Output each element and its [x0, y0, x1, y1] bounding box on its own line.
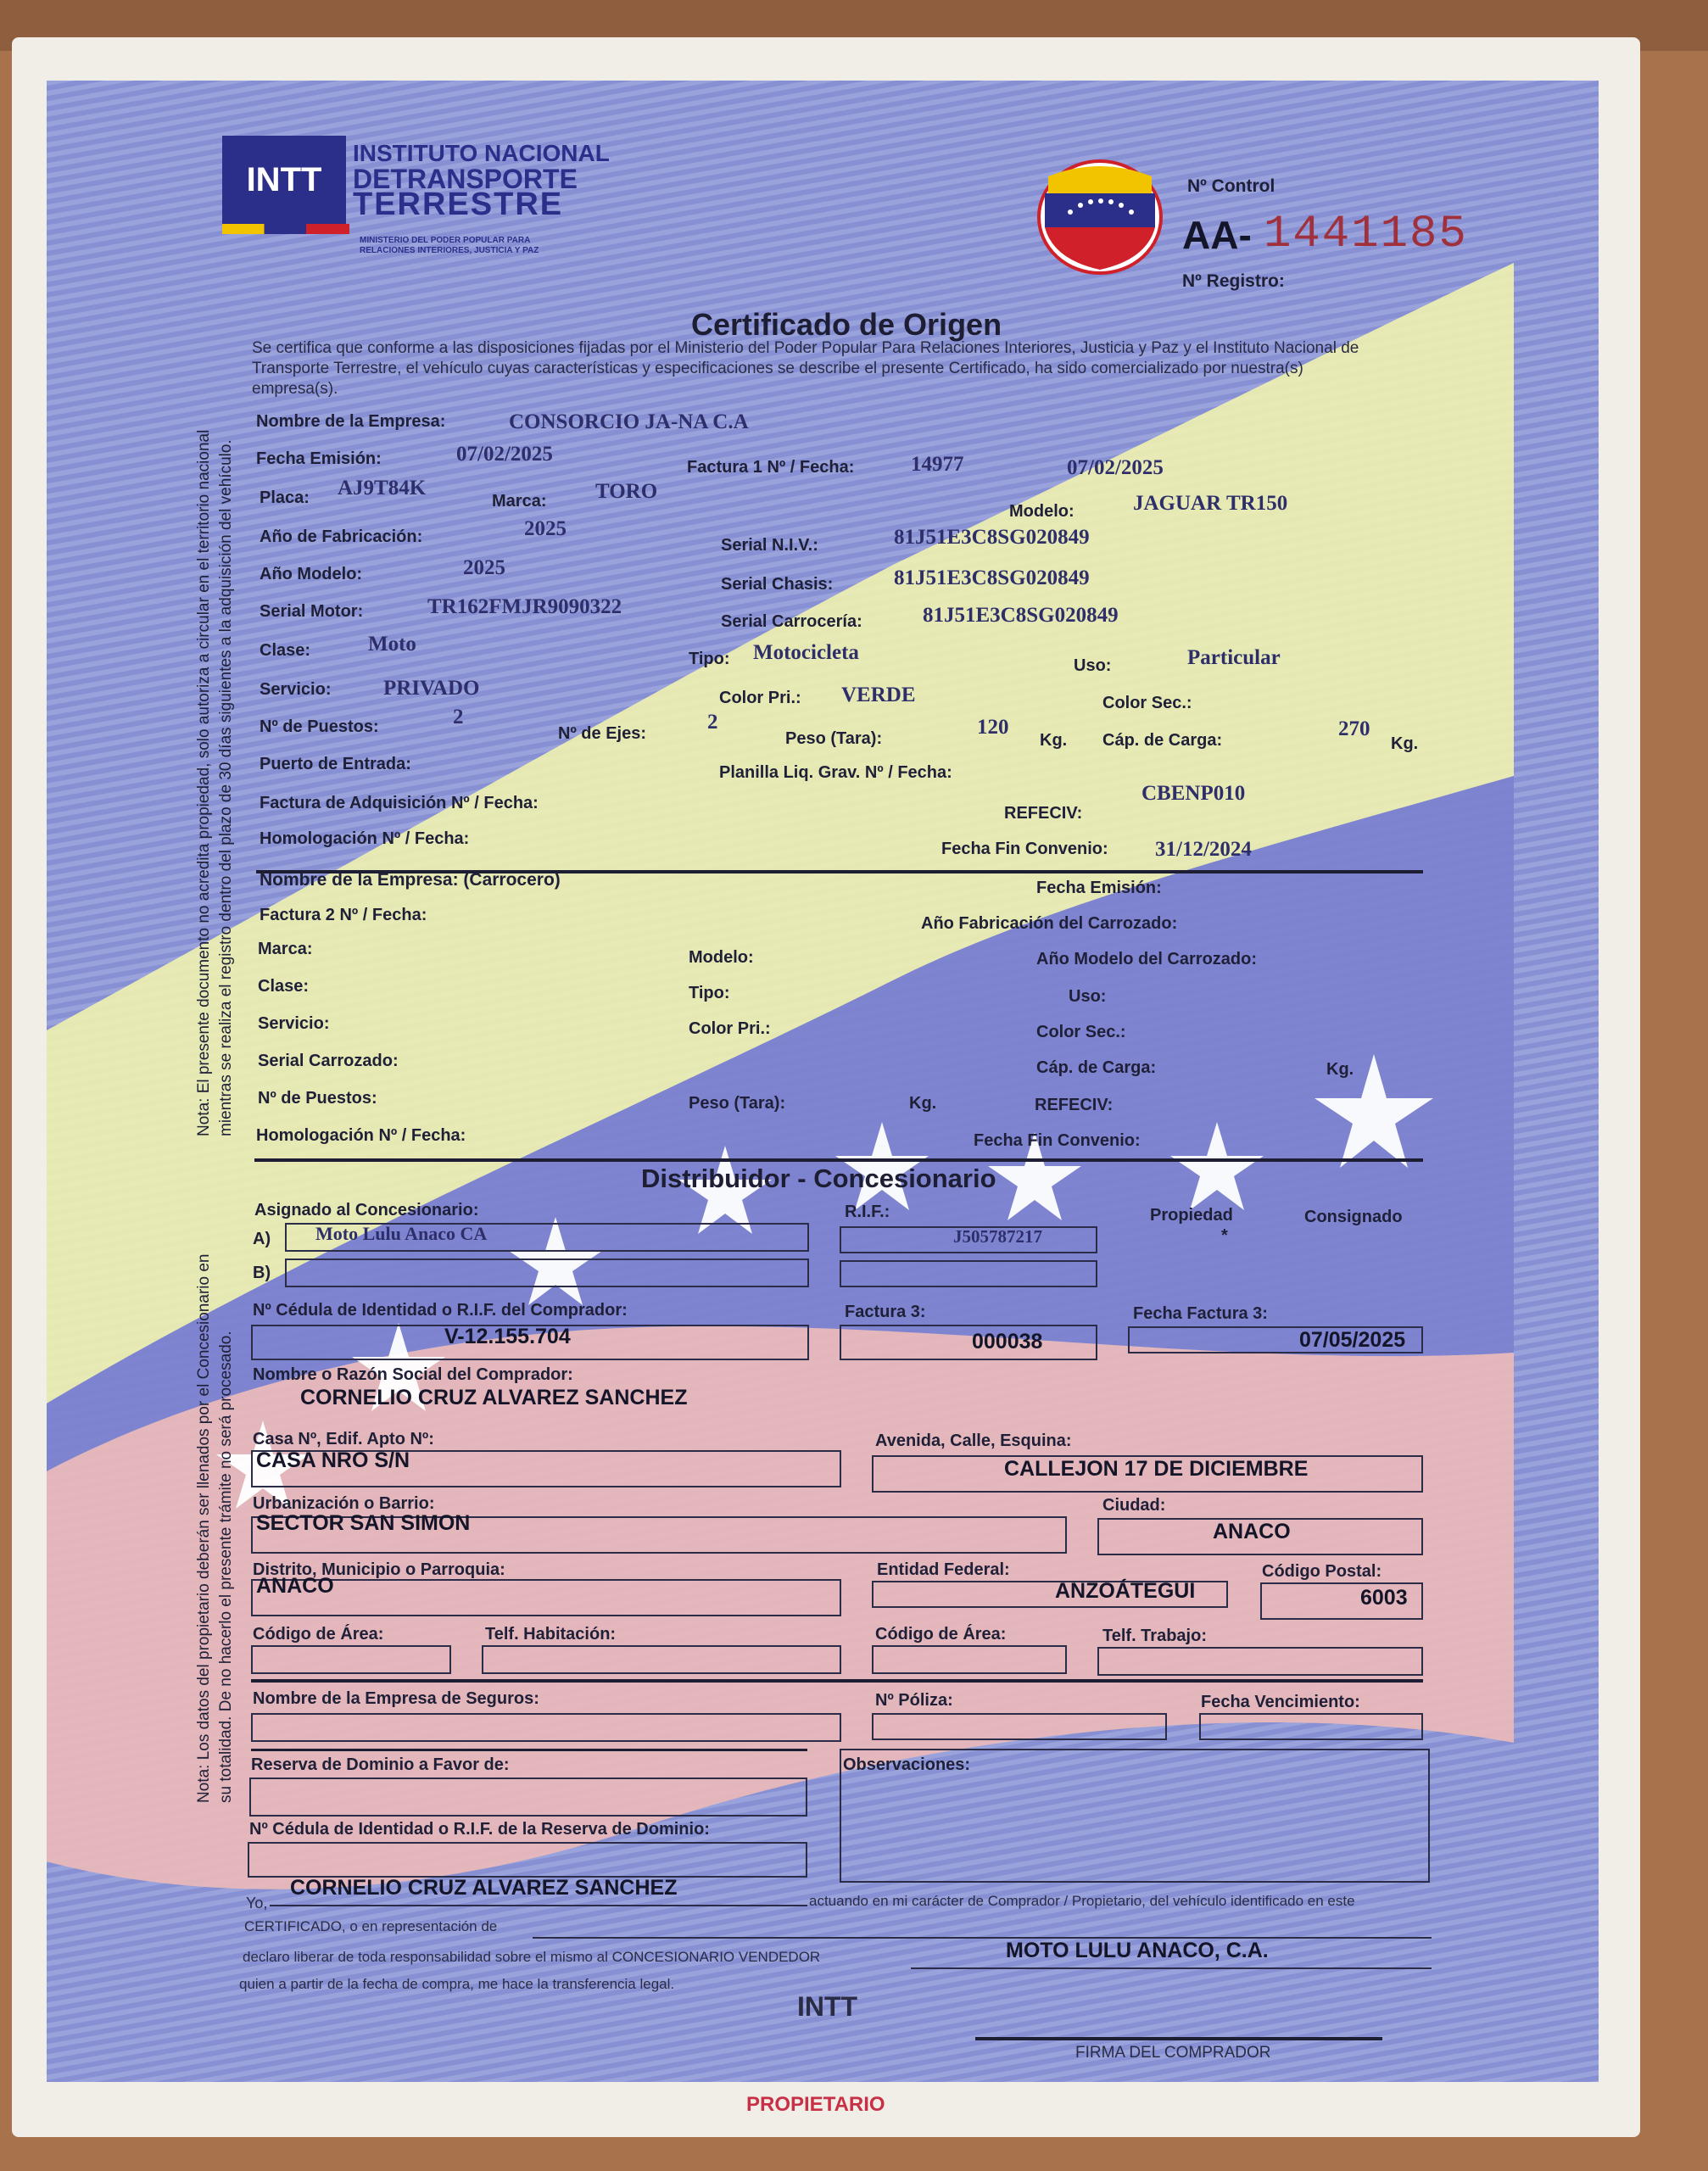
side-note-top-1: Nota: El presente documento no acredita propiedad, solo autoriza a circular en el territorio nacional — [195, 429, 213, 1136]
telf-trab-field[interactable] — [1097, 1647, 1423, 1676]
cedula-reserva-label: Nº Cédula de Identidad o R.I.F. de la Reserva de Dominio: — [249, 1820, 710, 1839]
planilla-label: Planilla Liq. Grav. Nº / Fecha: — [719, 763, 952, 782]
carrocero-tipo-label: Tipo: — [689, 984, 730, 1002]
rif-b-field[interactable] — [840, 1260, 1097, 1287]
declaration-vendedor: MOTO LULU ANACO, C.A. — [1006, 1939, 1269, 1962]
empresa-label: Nombre de la Empresa: — [256, 412, 446, 431]
fin-conv-value: 31/12/2024 — [1155, 838, 1252, 861]
color-pri-label: Color Pri.: — [719, 689, 801, 707]
modelo-label: Modelo: — [1009, 502, 1074, 521]
marca-label: Marca: — [492, 492, 547, 511]
carrocero-factura2-label: Factura 2 Nº / Fecha: — [260, 906, 427, 924]
emision-value: 07/02/2025 — [456, 443, 553, 466]
puestos-value: 2 — [453, 706, 464, 728]
declaration-line3: declaro liberar de toda responsabilidad sobre el mismo al CONCESIONARIO VENDEDOR — [243, 1949, 821, 1965]
factura1-value: 14977 — [911, 453, 964, 476]
carrocero-emision-label: Fecha Emisión: — [1036, 879, 1162, 897]
reserva-label: Reserva de Dominio a Favor de: — [251, 1755, 510, 1774]
nombre-label: Nombre o Razón Social del Comprador: — [253, 1365, 573, 1384]
anio-fab-label: Año de Fabricación: — [260, 527, 423, 546]
logo-line1: INSTITUTO NACIONAL — [353, 140, 610, 166]
tipo-label: Tipo: — [689, 650, 730, 668]
intt-logo — [222, 136, 610, 263]
emision-label: Fecha Emisión: — [256, 449, 382, 468]
declaration-line1: actuando en mi carácter de Comprador / Propietario, del vehículo identificado en este — [809, 1893, 1355, 1909]
avenida-value: CALLEJON 17 DE DICIEMBRE — [1004, 1457, 1309, 1481]
carrocero-color-pri-label: Color Pri.: — [689, 1019, 771, 1038]
carrocero-carga-kg: Kg. — [1326, 1060, 1354, 1079]
carrocero-empresa-label: Nombre de la Empresa: (Carrocero) — [260, 870, 561, 890]
fecha-f3-value: 07/05/2025 — [1299, 1328, 1406, 1352]
vencimiento-field[interactable] — [1199, 1713, 1423, 1740]
concesionario-b-field[interactable] — [285, 1259, 809, 1287]
peso-kg: Kg. — [1040, 731, 1068, 750]
side-note-top-2: mientras se realiza el registro dentro del plazo de 30 días siguientes a la adquisición del vehículo. — [217, 439, 235, 1136]
factura1-label: Factura 1 Nº / Fecha: — [687, 458, 855, 477]
factura3-field[interactable] — [840, 1325, 1097, 1360]
puestos-label: Nº de Puestos: — [260, 717, 379, 736]
distrito-label: Distrito, Municipio o Parroquia: — [253, 1560, 505, 1579]
carrocero-peso-label: Peso (Tara): — [689, 1094, 786, 1113]
puerto-label: Puerto de Entrada: — [260, 755, 411, 773]
logo-sub1: MINISTERIO DEL PODER POPULAR PARA — [360, 236, 531, 245]
refeciv-value: CBENP010 — [1141, 782, 1246, 805]
carrocero-fin-conv-label: Fecha Fin Convenio: — [974, 1131, 1141, 1150]
carrocero-modelo-label: Modelo: — [689, 948, 754, 967]
divider-4 — [251, 1749, 807, 1751]
carrocero-color-sec-label: Color Sec.: — [1036, 1023, 1126, 1041]
carrocero-serial-label: Serial Carrozado: — [258, 1052, 399, 1070]
carrocero-anio-fab-label: Año Fabricación del Carrozado: — [921, 914, 1178, 933]
logo-box — [222, 136, 346, 224]
empresa-value: CONSORCIO JA-NA C.A — [509, 410, 749, 433]
carrocero-servicio-label: Servicio: — [258, 1014, 330, 1033]
venezuela-seal — [1036, 159, 1164, 275]
declaration-line2: CERTIFICADO, o en representación de — [244, 1918, 498, 1934]
carroceria-value: 81J51E3C8SG020849 — [923, 604, 1119, 627]
servicio-value: PRIVADO — [383, 677, 480, 700]
placa-label: Placa: — [260, 488, 310, 507]
color-sec-label: Color Sec.: — [1102, 694, 1192, 712]
urb-value: SECTOR SAN SIMON — [256, 1511, 471, 1535]
intt-footer: INTT — [797, 1991, 858, 2022]
signature-line[interactable] — [975, 2037, 1382, 2040]
nombre-value: CORNELIO CRUZ ALVAREZ SANCHEZ — [300, 1386, 688, 1409]
telf-hab-field[interactable] — [482, 1645, 841, 1674]
intro-line1: Se certifica que conforme a las disposiciones fijadas por el Ministerio del Poder Popular Para Relaciones Interiores, Justicia y Paz y el Instituto Nacional de — [252, 339, 1359, 357]
propiedad-label: Propiedad — [1150, 1206, 1233, 1225]
control-prefix: AA- — [1182, 213, 1252, 257]
reserva-field[interactable] — [249, 1778, 807, 1817]
cedula-reserva-field[interactable] — [248, 1842, 807, 1878]
observaciones-label: Observaciones: — [843, 1755, 971, 1774]
divider-2 — [254, 1158, 1423, 1162]
rif-a-value: J505787217 — [953, 1226, 1042, 1247]
area1-label: Código de Área: — [253, 1625, 384, 1644]
carrocero-uso-label: Uso: — [1069, 987, 1107, 1006]
logo-abbr: INTT — [246, 160, 322, 198]
logo-line2: DETRANSPORTE — [353, 164, 578, 194]
fecha-f3-label: Fecha Factura 3: — [1133, 1304, 1268, 1323]
marca-value: TORO — [595, 480, 658, 503]
casa-label: Casa Nº, Edif. Apto Nº: — [253, 1430, 434, 1448]
niv-value: 81J51E3C8SG020849 — [894, 526, 1090, 549]
clase-label: Clase: — [260, 641, 311, 660]
anio-fab-value: 2025 — [524, 517, 567, 540]
uso-value: Particular — [1187, 646, 1281, 669]
propiedad-mark: * — [1221, 1226, 1228, 1245]
page-title: Certificado de Origen — [691, 307, 1002, 342]
motor-label: Serial Motor: — [260, 602, 364, 621]
carrocero-clase-label: Clase: — [258, 977, 310, 996]
telf-trab-label: Telf. Trabajo: — [1102, 1627, 1207, 1645]
entidad-value: ANZOÁTEGUI — [1055, 1579, 1196, 1603]
fin-conv-label: Fecha Fin Convenio: — [941, 840, 1108, 858]
motor-value: TR162FMJR9090322 — [427, 595, 622, 618]
side-note-bottom-2: su totalidad. De no hacerlo el presente trámite no será procesado. — [217, 1331, 235, 1803]
divider-3 — [251, 1679, 1423, 1683]
declaration-yo: Yo, — [246, 1895, 268, 1911]
chasis-label: Serial Chasis: — [721, 575, 834, 594]
niv-label: Serial N.I.V.: — [721, 536, 818, 555]
clase-value: Moto — [368, 633, 416, 656]
fact-adq-label: Factura de Adquisición Nº / Fecha: — [260, 794, 539, 812]
factura1-fecha: 07/02/2025 — [1067, 456, 1164, 479]
carga-label: Cáp. de Carga: — [1102, 731, 1223, 750]
intro-line2: Transporte Terrestre, el vehículo cuyas características y especificaciones se describe el presente Certificado, ha sido comercializado por nuestra(s) — [252, 360, 1303, 377]
placa-value: AJ9T84K — [338, 477, 427, 499]
registro-label: Nº Registro: — [1182, 271, 1285, 291]
copy-label: PROPIETARIO — [746, 2093, 885, 2116]
anio-mod-value: 2025 — [463, 556, 505, 579]
postal-value: 6003 — [1360, 1586, 1408, 1610]
b-label: B) — [253, 1264, 271, 1282]
side-note-bottom-1: Nota: Los datos del propietario deberán ser llenados por el Concesionario en — [195, 1253, 213, 1803]
refeciv-label: REFECIV: — [1004, 804, 1083, 823]
tipo-value: Motocicleta — [753, 641, 859, 664]
carrocero-carga-label: Cáp. de Carga: — [1036, 1058, 1157, 1077]
vencimiento-label: Fecha Vencimiento: — [1201, 1693, 1360, 1711]
homolog-label: Homologación Nº / Fecha: — [260, 829, 470, 848]
entidad-label: Entidad Federal: — [877, 1560, 1010, 1579]
area2-label: Código de Área: — [875, 1625, 1007, 1644]
cedula-label: Nº Cédula de Identidad o R.I.F. del Comprador: — [253, 1301, 628, 1320]
firma-label: FIRMA DEL COMPRADOR — [1075, 2044, 1271, 2062]
color-pri-value: VERDE — [841, 684, 916, 706]
carga-value: 270 — [1338, 717, 1370, 740]
representacion-underline — [533, 1937, 1432, 1939]
carrocero-marca-label: Marca: — [258, 940, 313, 958]
chasis-value: 81J51E3C8SG020849 — [894, 566, 1090, 589]
telf-hab-label: Telf. Habitación: — [485, 1625, 617, 1644]
carga-kg: Kg. — [1391, 734, 1419, 753]
modelo-value: JAGUAR TR150 — [1133, 492, 1288, 515]
control-number: 1441185 — [1264, 209, 1468, 260]
carrocero-refeciv-label: REFECIV: — [1035, 1096, 1114, 1114]
seguros-label: Nombre de la Empresa de Seguros: — [253, 1689, 539, 1708]
logo-sub2: RELACIONES INTERIORES, JUSTICIA Y PAZ — [360, 246, 539, 255]
consignado-label: Consignado — [1304, 1208, 1403, 1226]
control-label: Nº Control — [1187, 176, 1275, 196]
logo-line3: TERRESTRE — [353, 187, 564, 222]
seguros-field[interactable] — [251, 1713, 841, 1742]
factura3-label: Factura 3: — [845, 1303, 926, 1321]
carrocero-puestos-label: Nº de Puestos: — [258, 1089, 377, 1108]
yo-name-underline — [270, 1905, 807, 1906]
intro-line3: empresa(s). — [252, 380, 338, 398]
observaciones-field[interactable] — [840, 1749, 1430, 1883]
a-label: A) — [253, 1230, 271, 1248]
anio-mod-label: Año Modelo: — [260, 565, 363, 583]
casa-value: CASA NRO S/N — [256, 1448, 410, 1472]
cedula-value: V-12.155.704 — [444, 1325, 571, 1348]
uso-label: Uso: — [1074, 656, 1112, 675]
peso-label: Peso (Tara): — [785, 729, 883, 748]
declaration-line4: quien a partir de la fecha de compra, me hace la transferencia legal. — [239, 1976, 675, 1992]
carrocero-anio-mod-label: Año Modelo del Carrozado: — [1036, 950, 1257, 968]
ejes-value: 2 — [707, 711, 718, 734]
carrocero-peso-kg: Kg. — [909, 1094, 937, 1113]
carrocero-homolog-label: Homologación Nº / Fecha: — [256, 1126, 466, 1145]
ciudad-value: ANACO — [1213, 1520, 1291, 1543]
area2-field[interactable] — [872, 1645, 1067, 1674]
peso-value: 120 — [977, 716, 1009, 739]
servicio-label: Servicio: — [260, 680, 332, 699]
vendedor-underline — [911, 1967, 1432, 1969]
logo-stripe — [222, 224, 349, 234]
postal-label: Código Postal: — [1262, 1562, 1382, 1581]
ciudad-label: Ciudad: — [1102, 1496, 1166, 1515]
distrito-value: ANACO — [256, 1574, 334, 1598]
distrito-field[interactable] — [251, 1579, 841, 1616]
poliza-label: Nº Póliza: — [875, 1691, 953, 1710]
declaration-yo-name: CORNELIO CRUZ ALVAREZ SANCHEZ — [290, 1876, 678, 1900]
carroceria-label: Serial Carrocería: — [721, 612, 862, 631]
distribuidor-heading: Distribuidor - Concesionario — [641, 1164, 996, 1193]
rif-label: R.I.F.: — [845, 1203, 890, 1221]
urb-label: Urbanización o Barrio: — [253, 1494, 435, 1513]
area1-field[interactable] — [251, 1645, 451, 1674]
asignado-label: Asignado al Concesionario: — [254, 1201, 479, 1219]
avenida-label: Avenida, Calle, Esquina: — [875, 1432, 1072, 1450]
factura3-value: 000038 — [972, 1330, 1043, 1353]
poliza-field[interactable] — [872, 1713, 1167, 1740]
ejes-label: Nº de Ejes: — [558, 724, 647, 743]
concesionario-a-value: Moto Lulu Anaco CA — [315, 1223, 488, 1244]
